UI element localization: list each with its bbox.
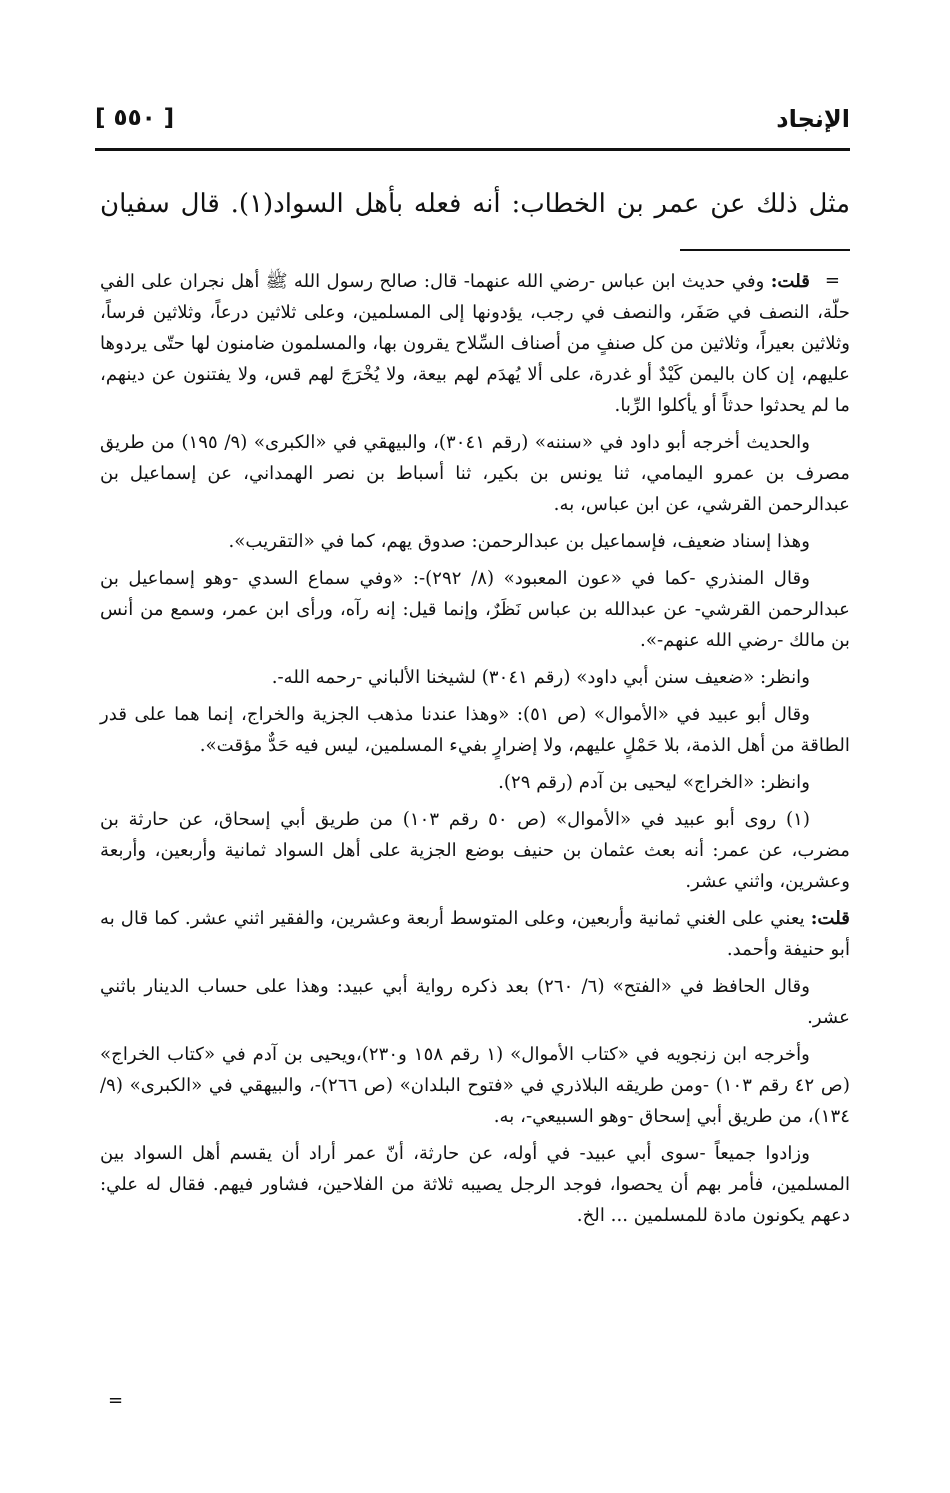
- note-paragraph: وقال أبو عبيد في «الأموال» (ص ٥١): «وهذا عندنا مذهب الجزية والخراج، إنما هما على قدر الطاقة من أهل الذمة، بلا حَمْلٍ عليهم، ولا إضرارٍ بفيء المسلمين، ليس فيه حَدٌّ مؤقت».: [100, 704, 850, 756]
- note-paragraph: والحديث أخرجه أبو داود في «سننه» (رقم ٣٠٤١)، والبيهقي في «الكبرى» (٩/ ١٩٥) من طريق مصرف بن عمرو اليمامي، ثنا يونس بن بكير، ثنا أسباط بن نصر الهمداني، عن إسماعيل بن عبدالرحمن القرشي، عن ابن عباس، به.: [100, 432, 850, 515]
- footnote-1: (١) روى أبو عبيد في «الأموال» (ص ٥٠ رقم ١٠٣) من طريق أبي إسحاق، عن حارثة بن مضرب، عن عمر: أنه بعث عثمان بن حنيف بوضع الجزية على أهل السواد ثمانية وأربعين، وأربعة وعشرين، واثني عشر.: [100, 809, 850, 892]
- note-paragraph: وهذا إسناد ضعيف، فإسماعيل بن عبدالرحمن: صدوق يهم، كما في «التقريب».: [228, 531, 810, 552]
- note-label: قلت:: [770, 271, 810, 292]
- note-paragraph: [100, 266, 850, 421]
- note-text: يعني على الغني ثمانية وأربعين، وعلى المتوسط أربعة وعشرين، والفقير اثني عشر. كما قال به أبو حنيفة وأحمد.: [100, 908, 850, 960]
- note-paragraph: وانظر: «ضعيف سنن أبي داود» (رقم ٣٠٤١) لشيخنا الألباني -رحمه الله-.: [271, 667, 810, 688]
- note-text: وفي حديث ابن عباس -رضي الله عنهما- قال: صالح رسول الله ﷺ أهل نجران على الفي حلّة، النصف في صَفَر، والنصف في رجب، يؤدونها إلى المسلمين، وعلى ثلاثين درعاً، وثلاثين فرساً، وثلاثين بعيراً، وثلاثين من كل صنفٍ من أصناف السِّلاح يقرون بها، والمسلمون ضامنون لها حتّى يردوها عليهم، إن كان باليمن كَيْدٌ أو غدرة، على ألا يُهدَم لهم بيعة، ولا يُخْرَجَ لهم قس، ولا يفتنون عن دينهم، ما لم يحدثوا حدثاً أو يأكلوا الرِّبا.: [100, 271, 850, 416]
- main-text: مثل ذلك عن عمر بن الخطاب: أنه فعله بأهل السواد(١). قال سفيان: [100, 189, 850, 219]
- continuation-mark-top: =: [824, 270, 840, 291]
- note-paragraph: وقال الحافظ في «الفتح» (٦/ ٢٦٠) بعد ذكره رواية أبي عبيد: وهذا على حساب الدينار باثني عشر.: [100, 976, 850, 1028]
- note-label: قلت:: [810, 908, 850, 929]
- note-paragraph: وقال المنذري -كما في «عون المعبود» (٨/ ٢٩٢)-: «وفي سماع السدي -وهو إسماعيل بن عبدالرحمن القرشي- عن عبدالله بن عباس نَظَرٌ، وإنما قيل: إنه رآه، ورأى ابن عمر، وسمع من أنس بن مالك -رضي الله عنهم-».: [100, 568, 850, 651]
- continuation-mark-bottom: =: [108, 1390, 124, 1411]
- running-header: [95, 103, 850, 145]
- note-paragraph: وزادوا جميعاً -سوى أبي عبيد- في أوله، عن حارثة، أنّ عمر أراد أن يقسم أهل السواد بين المسلمين، فأمر بهم أن يحصوا، فوجد الرجل يصيبه ثلاثة من الفلاحين، فشاور فيهم. فقال له علي: دعهم يكونون مادة للمسلمين ... الخ.: [100, 1143, 850, 1226]
- note-paragraph: وأخرجه ابن زنجويه في «كتاب الأموال» (١ رقم ١٥٨ و٢٣٠)،ويحيى بن آدم في «كتاب الخراج» (ص ٤٢ رقم ١٠٣) -ومن طريقه البلاذري في «فتوح البلدان» (ص ٢٦٦)-، والبيهقي في «الكبرى» (٩/ ١٣٤)، من طريق أبي إسحاق -وهو السبيعي-، به.: [100, 1044, 850, 1127]
- page-number: [ ٥٥٠ ]: [95, 105, 175, 131]
- note-paragraph: وانظر: «الخراج» ليحيى بن آدم (رقم ٢٩).: [498, 772, 810, 793]
- footnotes: [100, 266, 850, 1237]
- header-title: الإنجاد: [776, 105, 850, 133]
- footnote-separator: [680, 249, 850, 251]
- header-rule: [95, 148, 850, 151]
- note-paragraph: [100, 903, 850, 965]
